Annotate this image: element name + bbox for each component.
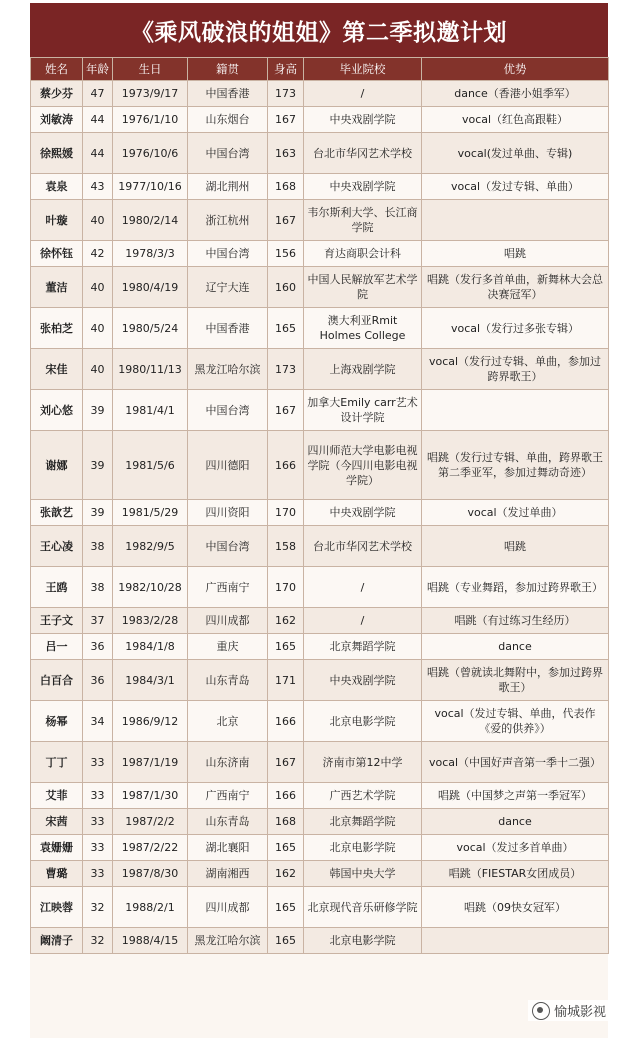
- cell-strength: 唱跳（发行过专辑、单曲，跨界歌王第二季亚军，参加过舞动奇迹）: [422, 431, 609, 500]
- table-row: [31, 567, 609, 608]
- cell-school: 北京舞蹈学院: [304, 809, 422, 835]
- cell-name: 张柏芝: [31, 308, 83, 349]
- header-origin: 籍贯: [188, 58, 268, 81]
- header-height: 身高: [268, 58, 304, 81]
- cell-height: 167: [268, 200, 304, 241]
- table-row: [31, 809, 609, 835]
- table-row: [31, 107, 609, 133]
- cell-strength: vocal（发过多首单曲）: [422, 835, 609, 861]
- table-row: [31, 861, 609, 887]
- cell-birthday: 1983/2/28: [113, 608, 188, 634]
- cell-height: 168: [268, 809, 304, 835]
- cell-birthday: 1977/10/16: [113, 174, 188, 200]
- cell-school: 中央戏剧学院: [304, 107, 422, 133]
- table-row: [31, 887, 609, 928]
- cell-height: 163: [268, 133, 304, 174]
- cell-strength: 唱跳（有过练习生经历）: [422, 608, 609, 634]
- cell-height: 165: [268, 887, 304, 928]
- cell-name: 杨幂: [31, 701, 83, 742]
- cell-school: 中央戏剧学院: [304, 660, 422, 701]
- cell-origin: 辽宁大连: [188, 267, 268, 308]
- cell-strength: vocal（中国好声音第一季十二强）: [422, 742, 609, 783]
- cell-strength: vocal（发过单曲）: [422, 500, 609, 526]
- watermark-text: 愉城影视: [554, 1005, 607, 1020]
- cell-age: 44: [83, 107, 113, 133]
- cell-school: 台北市华冈艺术学校: [304, 526, 422, 567]
- cell-age: 43: [83, 174, 113, 200]
- table-row: [31, 241, 609, 267]
- cell-school: /: [304, 567, 422, 608]
- cell-height: 173: [268, 349, 304, 390]
- cell-school: 中央戏剧学院: [304, 174, 422, 200]
- cell-age: 39: [83, 431, 113, 500]
- cell-school: /: [304, 608, 422, 634]
- cell-strength: dance（香港小姐季军）: [422, 81, 609, 107]
- cell-origin: 中国台湾: [188, 133, 268, 174]
- cell-strength: [422, 200, 609, 241]
- table-row: [31, 174, 609, 200]
- cell-height: 162: [268, 861, 304, 887]
- cell-school: 广西艺术学院: [304, 783, 422, 809]
- cell-strength: 唱跳（专业舞蹈，参加过跨界歌王）: [422, 567, 609, 608]
- table-header-row: [31, 58, 609, 81]
- header-school: 毕业院校: [304, 58, 422, 81]
- cell-school: 台北市华冈艺术学校: [304, 133, 422, 174]
- cell-birthday: 1981/5/29: [113, 500, 188, 526]
- cell-origin: 山东济南: [188, 742, 268, 783]
- header-birthday: 生日: [113, 58, 188, 81]
- cell-name: 王心凌: [31, 526, 83, 567]
- table-row: [31, 608, 609, 634]
- cell-name: 曹璐: [31, 861, 83, 887]
- cell-strength: [422, 928, 609, 954]
- cell-name: 徐熙媛: [31, 133, 83, 174]
- table-row: [31, 526, 609, 567]
- cell-origin: 四川德阳: [188, 431, 268, 500]
- cell-name: 宋佳: [31, 349, 83, 390]
- cell-age: 36: [83, 634, 113, 660]
- cell-school: 韦尔斯利大学、长江商学院: [304, 200, 422, 241]
- cell-birthday: 1987/2/22: [113, 835, 188, 861]
- cell-strength: 唱跳（FIESTAR女团成员）: [422, 861, 609, 887]
- cell-name: 董洁: [31, 267, 83, 308]
- cell-birthday: 1986/9/12: [113, 701, 188, 742]
- cell-height: 167: [268, 742, 304, 783]
- table-row: [31, 660, 609, 701]
- cell-birthday: 1982/9/5: [113, 526, 188, 567]
- cell-height: 166: [268, 783, 304, 809]
- cell-birthday: 1980/5/24: [113, 308, 188, 349]
- cell-strength: 唱跳: [422, 241, 609, 267]
- cell-height: 170: [268, 567, 304, 608]
- cell-strength: dance: [422, 809, 609, 835]
- cell-height: 168: [268, 174, 304, 200]
- cell-school: 加拿大Emily carr艺术设计学院: [304, 390, 422, 431]
- cell-school: 中央戏剧学院: [304, 500, 422, 526]
- table-row: [31, 267, 609, 308]
- cell-birthday: 1987/2/2: [113, 809, 188, 835]
- header-strength: 优势: [422, 58, 609, 81]
- table-row: [31, 308, 609, 349]
- cell-birthday: 1988/4/15: [113, 928, 188, 954]
- cell-origin: 北京: [188, 701, 268, 742]
- cell-birthday: 1987/1/30: [113, 783, 188, 809]
- cell-name: 张歆艺: [31, 500, 83, 526]
- cell-birthday: 1988/2/1: [113, 887, 188, 928]
- cell-strength: vocal（发行过多张专辑）: [422, 308, 609, 349]
- table-row: [31, 928, 609, 954]
- cell-school: 北京电影学院: [304, 835, 422, 861]
- cell-birthday: 1984/3/1: [113, 660, 188, 701]
- cell-age: 33: [83, 742, 113, 783]
- cell-origin: 湖南湘西: [188, 861, 268, 887]
- cell-age: 40: [83, 267, 113, 308]
- cell-age: 34: [83, 701, 113, 742]
- cell-school: 北京舞蹈学院: [304, 634, 422, 660]
- cell-strength: 唱跳（中国梦之声第一季冠军）: [422, 783, 609, 809]
- cell-name: 蔡少芬: [31, 81, 83, 107]
- cell-age: 44: [83, 133, 113, 174]
- cell-age: 42: [83, 241, 113, 267]
- cell-birthday: 1987/8/30: [113, 861, 188, 887]
- cell-school: 北京现代音乐研修学院: [304, 887, 422, 928]
- cell-age: 37: [83, 608, 113, 634]
- cell-birthday: 1976/1/10: [113, 107, 188, 133]
- cell-strength: 唱跳（曾就读北舞附中，参加过跨界歌王）: [422, 660, 609, 701]
- cell-origin: 四川成都: [188, 608, 268, 634]
- cell-age: 33: [83, 835, 113, 861]
- table-row: [31, 133, 609, 174]
- cell-name: 刘敏涛: [31, 107, 83, 133]
- table-row: [31, 390, 609, 431]
- cell-strength: 唱跳: [422, 526, 609, 567]
- cell-age: 32: [83, 887, 113, 928]
- cell-name: 丁丁: [31, 742, 83, 783]
- cell-origin: 黑龙江哈尔滨: [188, 928, 268, 954]
- cell-strength: dance: [422, 634, 609, 660]
- cell-name: 王子文: [31, 608, 83, 634]
- watermark: [528, 1000, 610, 1021]
- cell-school: 上海戏剧学院: [304, 349, 422, 390]
- cell-origin: 四川成都: [188, 887, 268, 928]
- cell-strength: vocal（发过专辑、单曲，代表作《爱的供养》）: [422, 701, 609, 742]
- cell-height: 165: [268, 634, 304, 660]
- cell-height: 167: [268, 390, 304, 431]
- cell-birthday: 1984/1/8: [113, 634, 188, 660]
- cell-age: 39: [83, 390, 113, 431]
- cell-height: 160: [268, 267, 304, 308]
- cell-age: 32: [83, 928, 113, 954]
- cell-origin: 黑龙江哈尔滨: [188, 349, 268, 390]
- cell-name: 宋茜: [31, 809, 83, 835]
- cell-age: 40: [83, 349, 113, 390]
- cell-birthday: 1980/4/19: [113, 267, 188, 308]
- cell-age: 40: [83, 308, 113, 349]
- cell-age: 38: [83, 567, 113, 608]
- cell-origin: 浙江杭州: [188, 200, 268, 241]
- cell-height: 156: [268, 241, 304, 267]
- cell-school: 北京电影学院: [304, 701, 422, 742]
- cell-birthday: 1980/11/13: [113, 349, 188, 390]
- cell-age: 36: [83, 660, 113, 701]
- cell-strength: vocal（发过专辑、单曲）: [422, 174, 609, 200]
- cell-origin: 山东青岛: [188, 809, 268, 835]
- cell-strength: vocal（发行过专辑、单曲，参加过跨界歌王）: [422, 349, 609, 390]
- cell-origin: 山东烟台: [188, 107, 268, 133]
- cell-name: 徐怀钰: [31, 241, 83, 267]
- table-row: [31, 742, 609, 783]
- cell-name: 吕一: [31, 634, 83, 660]
- header-age: 年龄: [83, 58, 113, 81]
- cell-origin: 中国香港: [188, 81, 268, 107]
- table-row: [31, 431, 609, 500]
- table-row: [31, 783, 609, 809]
- cell-origin: 中国香港: [188, 308, 268, 349]
- cell-height: 167: [268, 107, 304, 133]
- cell-name: 白百合: [31, 660, 83, 701]
- cell-birthday: 1981/5/6: [113, 431, 188, 500]
- document-page: [30, 3, 608, 1038]
- cell-origin: 广西南宁: [188, 783, 268, 809]
- cell-birthday: 1987/1/19: [113, 742, 188, 783]
- cell-strength: 唱跳（发行多首单曲，新舞林大会总决赛冠军）: [422, 267, 609, 308]
- cell-name: 叶璇: [31, 200, 83, 241]
- cell-age: 38: [83, 526, 113, 567]
- cell-school: 中国人民解放军艺术学院: [304, 267, 422, 308]
- cell-name: 袁泉: [31, 174, 83, 200]
- cell-height: 162: [268, 608, 304, 634]
- cell-name: 袁姗姗: [31, 835, 83, 861]
- cell-origin: 中国台湾: [188, 390, 268, 431]
- cell-name: 阚清子: [31, 928, 83, 954]
- cell-school: 济南市第12中学: [304, 742, 422, 783]
- cell-school: /: [304, 81, 422, 107]
- document-title: 《乘风破浪的姐姐》第二季拟邀计划: [30, 3, 608, 57]
- wechat-channel-icon: [532, 1002, 550, 1020]
- cell-age: 33: [83, 783, 113, 809]
- cell-height: 173: [268, 81, 304, 107]
- cell-birthday: 1982/10/28: [113, 567, 188, 608]
- cell-origin: 湖北襄阳: [188, 835, 268, 861]
- cell-strength: 唱跳（09快女冠军）: [422, 887, 609, 928]
- table-row: [31, 200, 609, 241]
- cell-age: 33: [83, 809, 113, 835]
- cell-height: 170: [268, 500, 304, 526]
- cell-age: 40: [83, 200, 113, 241]
- cell-birthday: 1976/10/6: [113, 133, 188, 174]
- cell-name: 谢娜: [31, 431, 83, 500]
- cell-school: 育达商职会计科: [304, 241, 422, 267]
- cell-birthday: 1981/4/1: [113, 390, 188, 431]
- cell-origin: 重庆: [188, 634, 268, 660]
- cell-height: 171: [268, 660, 304, 701]
- cell-origin: 山东青岛: [188, 660, 268, 701]
- table-row: [31, 701, 609, 742]
- cell-strength: vocal(发过单曲、专辑): [422, 133, 609, 174]
- guest-plan-table: [30, 57, 609, 954]
- cell-birthday: 1978/3/3: [113, 241, 188, 267]
- cell-birthday: 1980/2/14: [113, 200, 188, 241]
- cell-name: 刘心悠: [31, 390, 83, 431]
- cell-origin: 四川资阳: [188, 500, 268, 526]
- table-row: [31, 634, 609, 660]
- cell-height: 165: [268, 308, 304, 349]
- cell-age: 33: [83, 861, 113, 887]
- cell-strength: vocal（红色高跟鞋）: [422, 107, 609, 133]
- cell-birthday: 1973/9/17: [113, 81, 188, 107]
- table-row: [31, 500, 609, 526]
- cell-origin: 广西南宁: [188, 567, 268, 608]
- table-row: [31, 835, 609, 861]
- cell-school: 韩国中央大学: [304, 861, 422, 887]
- header-name: 姓名: [31, 58, 83, 81]
- cell-name: 艾菲: [31, 783, 83, 809]
- table-row: [31, 81, 609, 107]
- cell-height: 166: [268, 701, 304, 742]
- cell-name: 江映蓉: [31, 887, 83, 928]
- cell-strength: [422, 390, 609, 431]
- cell-height: 165: [268, 928, 304, 954]
- cell-age: 39: [83, 500, 113, 526]
- cell-origin: 湖北荆州: [188, 174, 268, 200]
- cell-height: 158: [268, 526, 304, 567]
- cell-name: 王鸥: [31, 567, 83, 608]
- cell-school: 四川师范大学电影电视学院（今四川电影电视学院）: [304, 431, 422, 500]
- cell-age: 47: [83, 81, 113, 107]
- cell-origin: 中国台湾: [188, 241, 268, 267]
- cell-school: 北京电影学院: [304, 928, 422, 954]
- cell-origin: 中国台湾: [188, 526, 268, 567]
- table-row: [31, 349, 609, 390]
- cell-school: 澳大利亚Rmit Holmes College: [304, 308, 422, 349]
- cell-height: 166: [268, 431, 304, 500]
- cell-height: 165: [268, 835, 304, 861]
